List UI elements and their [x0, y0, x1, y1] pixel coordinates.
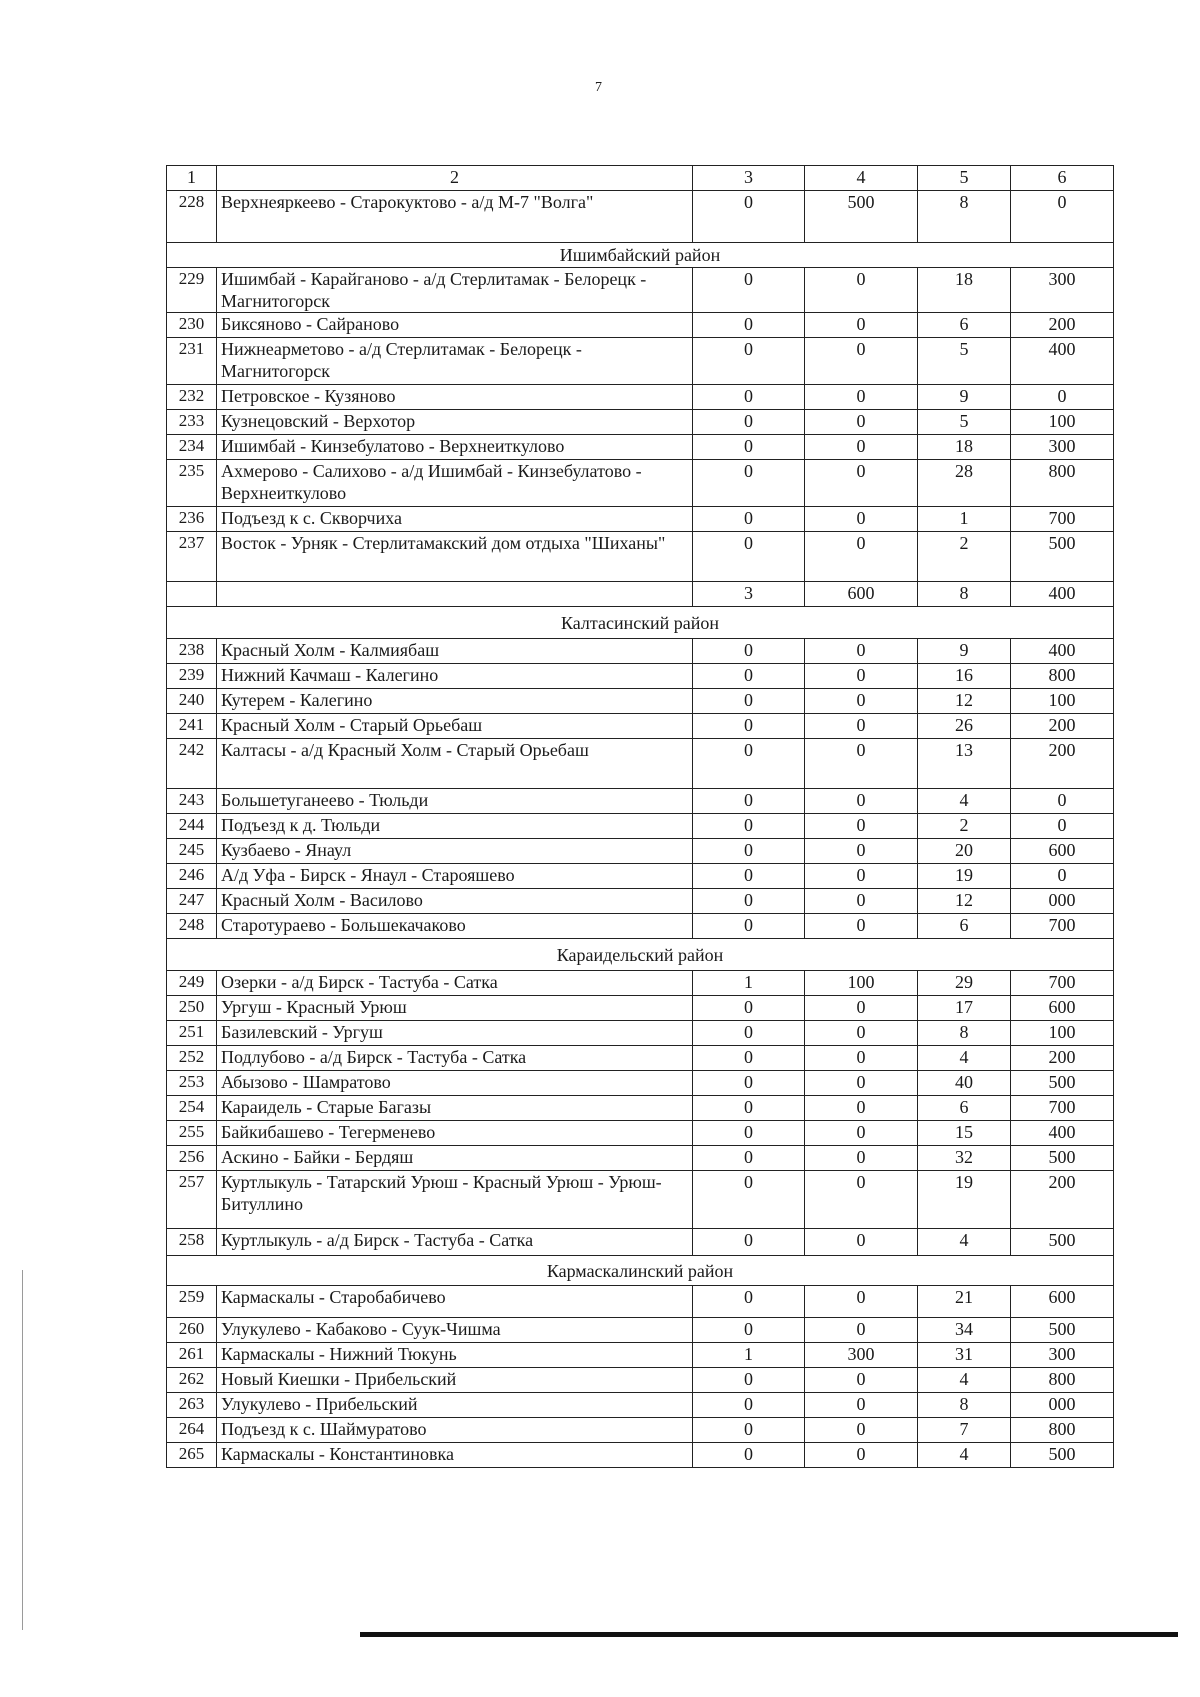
value-col-4: 0	[805, 385, 918, 410]
row-number: 234	[167, 435, 217, 460]
table-row	[167, 1368, 1114, 1393]
value-col-5: 6	[918, 914, 1011, 939]
value-col-6: 700	[1011, 914, 1114, 939]
value-col-6: 300	[1011, 1343, 1114, 1368]
value-col-3: 0	[693, 714, 805, 739]
table-row	[167, 664, 1114, 689]
road-name: Ишимбай - Кинзебулатово - Верхнеиткулово	[217, 435, 693, 460]
column-number: 3	[693, 166, 805, 191]
row-number: 229	[167, 268, 217, 313]
value-col-3: 0	[693, 1286, 805, 1318]
value-col-4: 0	[805, 1318, 918, 1343]
road-name: Красный Холм - Калмиябаш	[217, 639, 693, 664]
row-number: 235	[167, 460, 217, 507]
row-number	[167, 582, 217, 607]
row-number: 244	[167, 814, 217, 839]
value-col-4: 0	[805, 1021, 918, 1046]
page-number: 7	[595, 80, 602, 95]
value-col-4: 100	[805, 971, 918, 996]
value-col-3: 0	[693, 889, 805, 914]
value-col-6: 500	[1011, 1071, 1114, 1096]
road-name	[217, 582, 693, 607]
value-col-3: 0	[693, 664, 805, 689]
road-name: Кармаскалы - Нижний Тюкунь	[217, 1343, 693, 1368]
value-col-3: 0	[693, 1418, 805, 1443]
road-name: Ахмерово - Салихово - а/д Ишимбай - Кинзебулатово - Верхнеиткулово	[217, 460, 693, 507]
value-col-3: 0	[693, 1021, 805, 1046]
value-col-3: 0	[693, 191, 805, 243]
value-col-3: 0	[693, 1318, 805, 1343]
value-col-3: 0	[693, 1121, 805, 1146]
value-col-3: 0	[693, 1229, 805, 1256]
value-col-6: 0	[1011, 864, 1114, 889]
table-row	[167, 268, 1114, 313]
value-col-4: 0	[805, 1393, 918, 1418]
value-col-5: 13	[918, 739, 1011, 789]
row-number: 257	[167, 1171, 217, 1229]
row-number: 264	[167, 1418, 217, 1443]
value-col-6: 500	[1011, 1318, 1114, 1343]
road-name: Кутерем - Калегино	[217, 689, 693, 714]
table-row	[167, 582, 1114, 607]
value-col-6: 200	[1011, 714, 1114, 739]
row-number: 251	[167, 1021, 217, 1046]
value-col-6: 100	[1011, 689, 1114, 714]
value-col-5: 8	[918, 1021, 1011, 1046]
road-name: Караидель - Старые Багазы	[217, 1096, 693, 1121]
value-col-5: 18	[918, 268, 1011, 313]
column-number: 2	[217, 166, 693, 191]
value-col-3: 0	[693, 996, 805, 1021]
road-name: Ургуш - Красный Урюш	[217, 996, 693, 1021]
table-row	[167, 435, 1114, 460]
road-name: Улукулево - Прибельский	[217, 1393, 693, 1418]
road-name: Красный Холм - Василово	[217, 889, 693, 914]
value-col-4: 0	[805, 1096, 918, 1121]
road-name: Абызово - Шамратово	[217, 1071, 693, 1096]
table-row	[167, 1021, 1114, 1046]
road-name: Красный Холм - Старый Орьебаш	[217, 714, 693, 739]
row-number: 263	[167, 1393, 217, 1418]
value-col-6: 500	[1011, 1443, 1114, 1468]
value-col-4: 0	[805, 1046, 918, 1071]
value-col-4: 0	[805, 1229, 918, 1256]
table-row	[167, 1418, 1114, 1443]
value-col-3: 0	[693, 1393, 805, 1418]
value-col-5: 9	[918, 639, 1011, 664]
column-number: 4	[805, 166, 918, 191]
table-row	[167, 338, 1114, 385]
value-col-4: 0	[805, 714, 918, 739]
scan-edge-line	[22, 1270, 23, 1630]
road-name: Подлубово - а/д Бирск - Тастуба - Сатка	[217, 1046, 693, 1071]
roads-table	[166, 165, 1114, 1468]
district-header-row	[167, 939, 1114, 971]
value-col-3: 0	[693, 268, 805, 313]
value-col-6: 300	[1011, 268, 1114, 313]
district-title: Караидельский район	[167, 939, 1114, 971]
table-row	[167, 1318, 1114, 1343]
value-col-6: 0	[1011, 789, 1114, 814]
road-name: Верхнеяркеево - Старокуктово - а/д М-7 "Волга"	[217, 191, 693, 243]
table-row	[167, 789, 1114, 814]
road-name: Петровское - Кузяново	[217, 385, 693, 410]
road-name: Подъезд к д. Тюльди	[217, 814, 693, 839]
table-row	[167, 814, 1114, 839]
row-number: 239	[167, 664, 217, 689]
value-col-6: 200	[1011, 1171, 1114, 1229]
value-col-4: 0	[805, 1171, 918, 1229]
row-number: 248	[167, 914, 217, 939]
value-col-6: 500	[1011, 532, 1114, 582]
value-col-4: 0	[805, 889, 918, 914]
value-col-5: 31	[918, 1343, 1011, 1368]
table-row	[167, 410, 1114, 435]
value-col-5: 8	[918, 191, 1011, 243]
value-col-3: 0	[693, 1443, 805, 1468]
row-number: 232	[167, 385, 217, 410]
value-col-3: 0	[693, 839, 805, 864]
table-row	[167, 460, 1114, 507]
value-col-5: 6	[918, 313, 1011, 338]
value-col-6: 700	[1011, 971, 1114, 996]
value-col-6: 600	[1011, 996, 1114, 1021]
value-col-4: 0	[805, 739, 918, 789]
road-name: Подъезд к с. Шаймуратово	[217, 1418, 693, 1443]
value-col-4: 0	[805, 460, 918, 507]
road-name: Кармаскалы - Константиновка	[217, 1443, 693, 1468]
table-row	[167, 191, 1114, 243]
table-row	[167, 714, 1114, 739]
value-col-3: 0	[693, 1368, 805, 1393]
value-col-3: 0	[693, 789, 805, 814]
value-col-3: 0	[693, 385, 805, 410]
row-number: 236	[167, 507, 217, 532]
value-col-4: 0	[805, 789, 918, 814]
value-col-3: 0	[693, 639, 805, 664]
road-name: Куртлыкуль - Татарский Урюш - Красный Урюш - Урюш-Битуллино	[217, 1171, 693, 1229]
table-row	[167, 1096, 1114, 1121]
value-col-4: 0	[805, 532, 918, 582]
table-row	[167, 1046, 1114, 1071]
value-col-4: 0	[805, 1286, 918, 1318]
value-col-6: 600	[1011, 839, 1114, 864]
road-name: Нижний Качмаш - Калегино	[217, 664, 693, 689]
row-number: 250	[167, 996, 217, 1021]
value-col-5: 4	[918, 1046, 1011, 1071]
row-number: 262	[167, 1368, 217, 1393]
value-col-6: 100	[1011, 1021, 1114, 1046]
value-col-5: 34	[918, 1318, 1011, 1343]
road-name: Большетуганеево - Тюльди	[217, 789, 693, 814]
row-number: 254	[167, 1096, 217, 1121]
value-col-5: 21	[918, 1286, 1011, 1318]
value-col-6: 0	[1011, 814, 1114, 839]
road-name: Улукулево - Кабаково - Суук-Чишма	[217, 1318, 693, 1343]
value-col-5: 4	[918, 789, 1011, 814]
column-number: 5	[918, 166, 1011, 191]
road-name: Нижнеарметово - а/д Стерлитамак - Белорецк - Магнитогорск	[217, 338, 693, 385]
value-col-6: 800	[1011, 1368, 1114, 1393]
road-name: Калтасы - а/д Красный Холм - Старый Орьебаш	[217, 739, 693, 789]
value-col-3: 0	[693, 814, 805, 839]
row-number: 242	[167, 739, 217, 789]
road-name: Озерки - а/д Бирск - Тастуба - Сатка	[217, 971, 693, 996]
value-col-3: 0	[693, 313, 805, 338]
value-col-4: 0	[805, 1071, 918, 1096]
value-col-6: 800	[1011, 460, 1114, 507]
roads-table-body	[167, 166, 1114, 1468]
value-col-6: 800	[1011, 1418, 1114, 1443]
value-col-6: 700	[1011, 1096, 1114, 1121]
value-col-3: 0	[693, 689, 805, 714]
road-name: Биксяново - Сайраново	[217, 313, 693, 338]
table-row	[167, 507, 1114, 532]
road-name: А/д Уфа - Бирск - Янаул - Старояшево	[217, 864, 693, 889]
value-col-5: 18	[918, 435, 1011, 460]
value-col-5: 8	[918, 582, 1011, 607]
table-row	[167, 313, 1114, 338]
table-row	[167, 864, 1114, 889]
district-title: Калтасинский район	[167, 607, 1114, 639]
row-number: 233	[167, 410, 217, 435]
value-col-4: 500	[805, 191, 918, 243]
value-col-4: 0	[805, 839, 918, 864]
value-col-4: 0	[805, 664, 918, 689]
value-col-6: 100	[1011, 410, 1114, 435]
column-number: 1	[167, 166, 217, 191]
value-col-6: 200	[1011, 313, 1114, 338]
value-col-6: 200	[1011, 1046, 1114, 1071]
road-name: Кармаскалы - Старобабичево	[217, 1286, 693, 1318]
value-col-5: 19	[918, 864, 1011, 889]
table-row	[167, 1121, 1114, 1146]
value-col-4: 0	[805, 1368, 918, 1393]
footer-rule	[360, 1632, 1178, 1637]
column-numbers-row	[167, 166, 1114, 191]
row-number: 230	[167, 313, 217, 338]
value-col-4: 600	[805, 582, 918, 607]
table-row	[167, 889, 1114, 914]
value-col-5: 28	[918, 460, 1011, 507]
road-name: Кузнецовский - Верхотор	[217, 410, 693, 435]
table-row	[167, 1393, 1114, 1418]
value-col-5: 29	[918, 971, 1011, 996]
value-col-5: 9	[918, 385, 1011, 410]
value-col-3: 0	[693, 532, 805, 582]
row-number: 258	[167, 1229, 217, 1256]
value-col-5: 15	[918, 1121, 1011, 1146]
table-row	[167, 996, 1114, 1021]
row-number: 238	[167, 639, 217, 664]
value-col-3: 0	[693, 460, 805, 507]
value-col-5: 20	[918, 839, 1011, 864]
value-col-6: 0	[1011, 385, 1114, 410]
table-row	[167, 914, 1114, 939]
value-col-6: 000	[1011, 889, 1114, 914]
value-col-4: 0	[805, 914, 918, 939]
value-col-3: 0	[693, 739, 805, 789]
value-col-5: 8	[918, 1393, 1011, 1418]
value-col-4: 0	[805, 639, 918, 664]
table-row	[167, 1229, 1114, 1256]
row-number: 255	[167, 1121, 217, 1146]
value-col-3: 3	[693, 582, 805, 607]
table-row	[167, 1343, 1114, 1368]
value-col-5: 32	[918, 1146, 1011, 1171]
table-row	[167, 639, 1114, 664]
value-col-4: 0	[805, 996, 918, 1021]
table-row	[167, 1171, 1114, 1229]
value-col-4: 0	[805, 410, 918, 435]
value-col-4: 0	[805, 689, 918, 714]
road-name: Аскино - Байки - Бердяш	[217, 1146, 693, 1171]
district-title: Ишимбайский район	[167, 243, 1114, 268]
row-number: 260	[167, 1318, 217, 1343]
value-col-4: 0	[805, 313, 918, 338]
value-col-4: 0	[805, 814, 918, 839]
value-col-6: 400	[1011, 639, 1114, 664]
table-row	[167, 739, 1114, 789]
district-header-row	[167, 243, 1114, 268]
table-row	[167, 1286, 1114, 1318]
value-col-4: 0	[805, 1443, 918, 1468]
road-name: Восток - Урняк - Стерлитамакский дом отдыха "Шиханы"	[217, 532, 693, 582]
district-header-row	[167, 607, 1114, 639]
value-col-5: 12	[918, 889, 1011, 914]
value-col-6: 300	[1011, 435, 1114, 460]
value-col-3: 0	[693, 338, 805, 385]
value-col-3: 0	[693, 1096, 805, 1121]
road-name: Куртлыкуль - а/д Бирск - Тастуба - Сатка	[217, 1229, 693, 1256]
value-col-5: 40	[918, 1071, 1011, 1096]
road-name: Ишимбай - Карайганово - а/д Стерлитамак - Белорецк - Магнитогорск	[217, 268, 693, 313]
table-row	[167, 1443, 1114, 1468]
value-col-3: 0	[693, 1171, 805, 1229]
road-name: Подъезд к с. Скворчиха	[217, 507, 693, 532]
value-col-3: 0	[693, 507, 805, 532]
row-number: 261	[167, 1343, 217, 1368]
table-row	[167, 839, 1114, 864]
value-col-5: 7	[918, 1418, 1011, 1443]
table-row	[167, 971, 1114, 996]
value-col-6: 000	[1011, 1393, 1114, 1418]
value-col-5: 4	[918, 1443, 1011, 1468]
row-number: 246	[167, 864, 217, 889]
value-col-3: 1	[693, 971, 805, 996]
row-number: 256	[167, 1146, 217, 1171]
road-name: Новый Киешки - Прибельский	[217, 1368, 693, 1393]
row-number: 243	[167, 789, 217, 814]
value-col-4: 0	[805, 864, 918, 889]
value-col-5: 4	[918, 1229, 1011, 1256]
value-col-6: 200	[1011, 739, 1114, 789]
row-number: 228	[167, 191, 217, 243]
value-col-3: 1	[693, 1343, 805, 1368]
road-name: Байкибашево - Тегерменево	[217, 1121, 693, 1146]
table-row	[167, 1146, 1114, 1171]
row-number: 245	[167, 839, 217, 864]
value-col-5: 12	[918, 689, 1011, 714]
row-number: 249	[167, 971, 217, 996]
value-col-4: 0	[805, 1146, 918, 1171]
district-header-row	[167, 1256, 1114, 1286]
table-row	[167, 385, 1114, 410]
row-number: 231	[167, 338, 217, 385]
row-number: 241	[167, 714, 217, 739]
value-col-6: 500	[1011, 1146, 1114, 1171]
road-name: Базилевский - Ургуш	[217, 1021, 693, 1046]
road-name: Кузбаево - Янаул	[217, 839, 693, 864]
row-number: 247	[167, 889, 217, 914]
value-col-5: 4	[918, 1368, 1011, 1393]
row-number: 265	[167, 1443, 217, 1468]
row-number: 259	[167, 1286, 217, 1318]
table-row	[167, 689, 1114, 714]
value-col-3: 0	[693, 435, 805, 460]
table-row	[167, 532, 1114, 582]
row-number: 253	[167, 1071, 217, 1096]
value-col-5: 16	[918, 664, 1011, 689]
value-col-3: 0	[693, 914, 805, 939]
value-col-5: 5	[918, 410, 1011, 435]
road-name: Старотураево - Большекачаково	[217, 914, 693, 939]
value-col-3: 0	[693, 1146, 805, 1171]
value-col-5: 2	[918, 814, 1011, 839]
value-col-5: 6	[918, 1096, 1011, 1121]
value-col-5: 17	[918, 996, 1011, 1021]
value-col-4: 0	[805, 268, 918, 313]
row-number: 240	[167, 689, 217, 714]
value-col-5: 1	[918, 507, 1011, 532]
value-col-4: 0	[805, 435, 918, 460]
value-col-4: 0	[805, 1121, 918, 1146]
value-col-6: 400	[1011, 1121, 1114, 1146]
value-col-6: 400	[1011, 582, 1114, 607]
value-col-5: 19	[918, 1171, 1011, 1229]
value-col-6: 500	[1011, 1229, 1114, 1256]
value-col-6: 0	[1011, 191, 1114, 243]
value-col-5: 5	[918, 338, 1011, 385]
row-number: 237	[167, 532, 217, 582]
value-col-3: 0	[693, 864, 805, 889]
value-col-5: 26	[918, 714, 1011, 739]
value-col-3: 0	[693, 1071, 805, 1096]
row-number: 252	[167, 1046, 217, 1071]
table-row	[167, 1071, 1114, 1096]
column-number: 6	[1011, 166, 1114, 191]
value-col-6: 600	[1011, 1286, 1114, 1318]
value-col-5: 2	[918, 532, 1011, 582]
value-col-6: 400	[1011, 338, 1114, 385]
value-col-4: 300	[805, 1343, 918, 1368]
value-col-4: 0	[805, 338, 918, 385]
value-col-6: 800	[1011, 664, 1114, 689]
value-col-3: 0	[693, 1046, 805, 1071]
value-col-4: 0	[805, 1418, 918, 1443]
value-col-3: 0	[693, 410, 805, 435]
value-col-6: 700	[1011, 507, 1114, 532]
value-col-4: 0	[805, 507, 918, 532]
district-title: Кармаскалинский район	[167, 1256, 1114, 1286]
